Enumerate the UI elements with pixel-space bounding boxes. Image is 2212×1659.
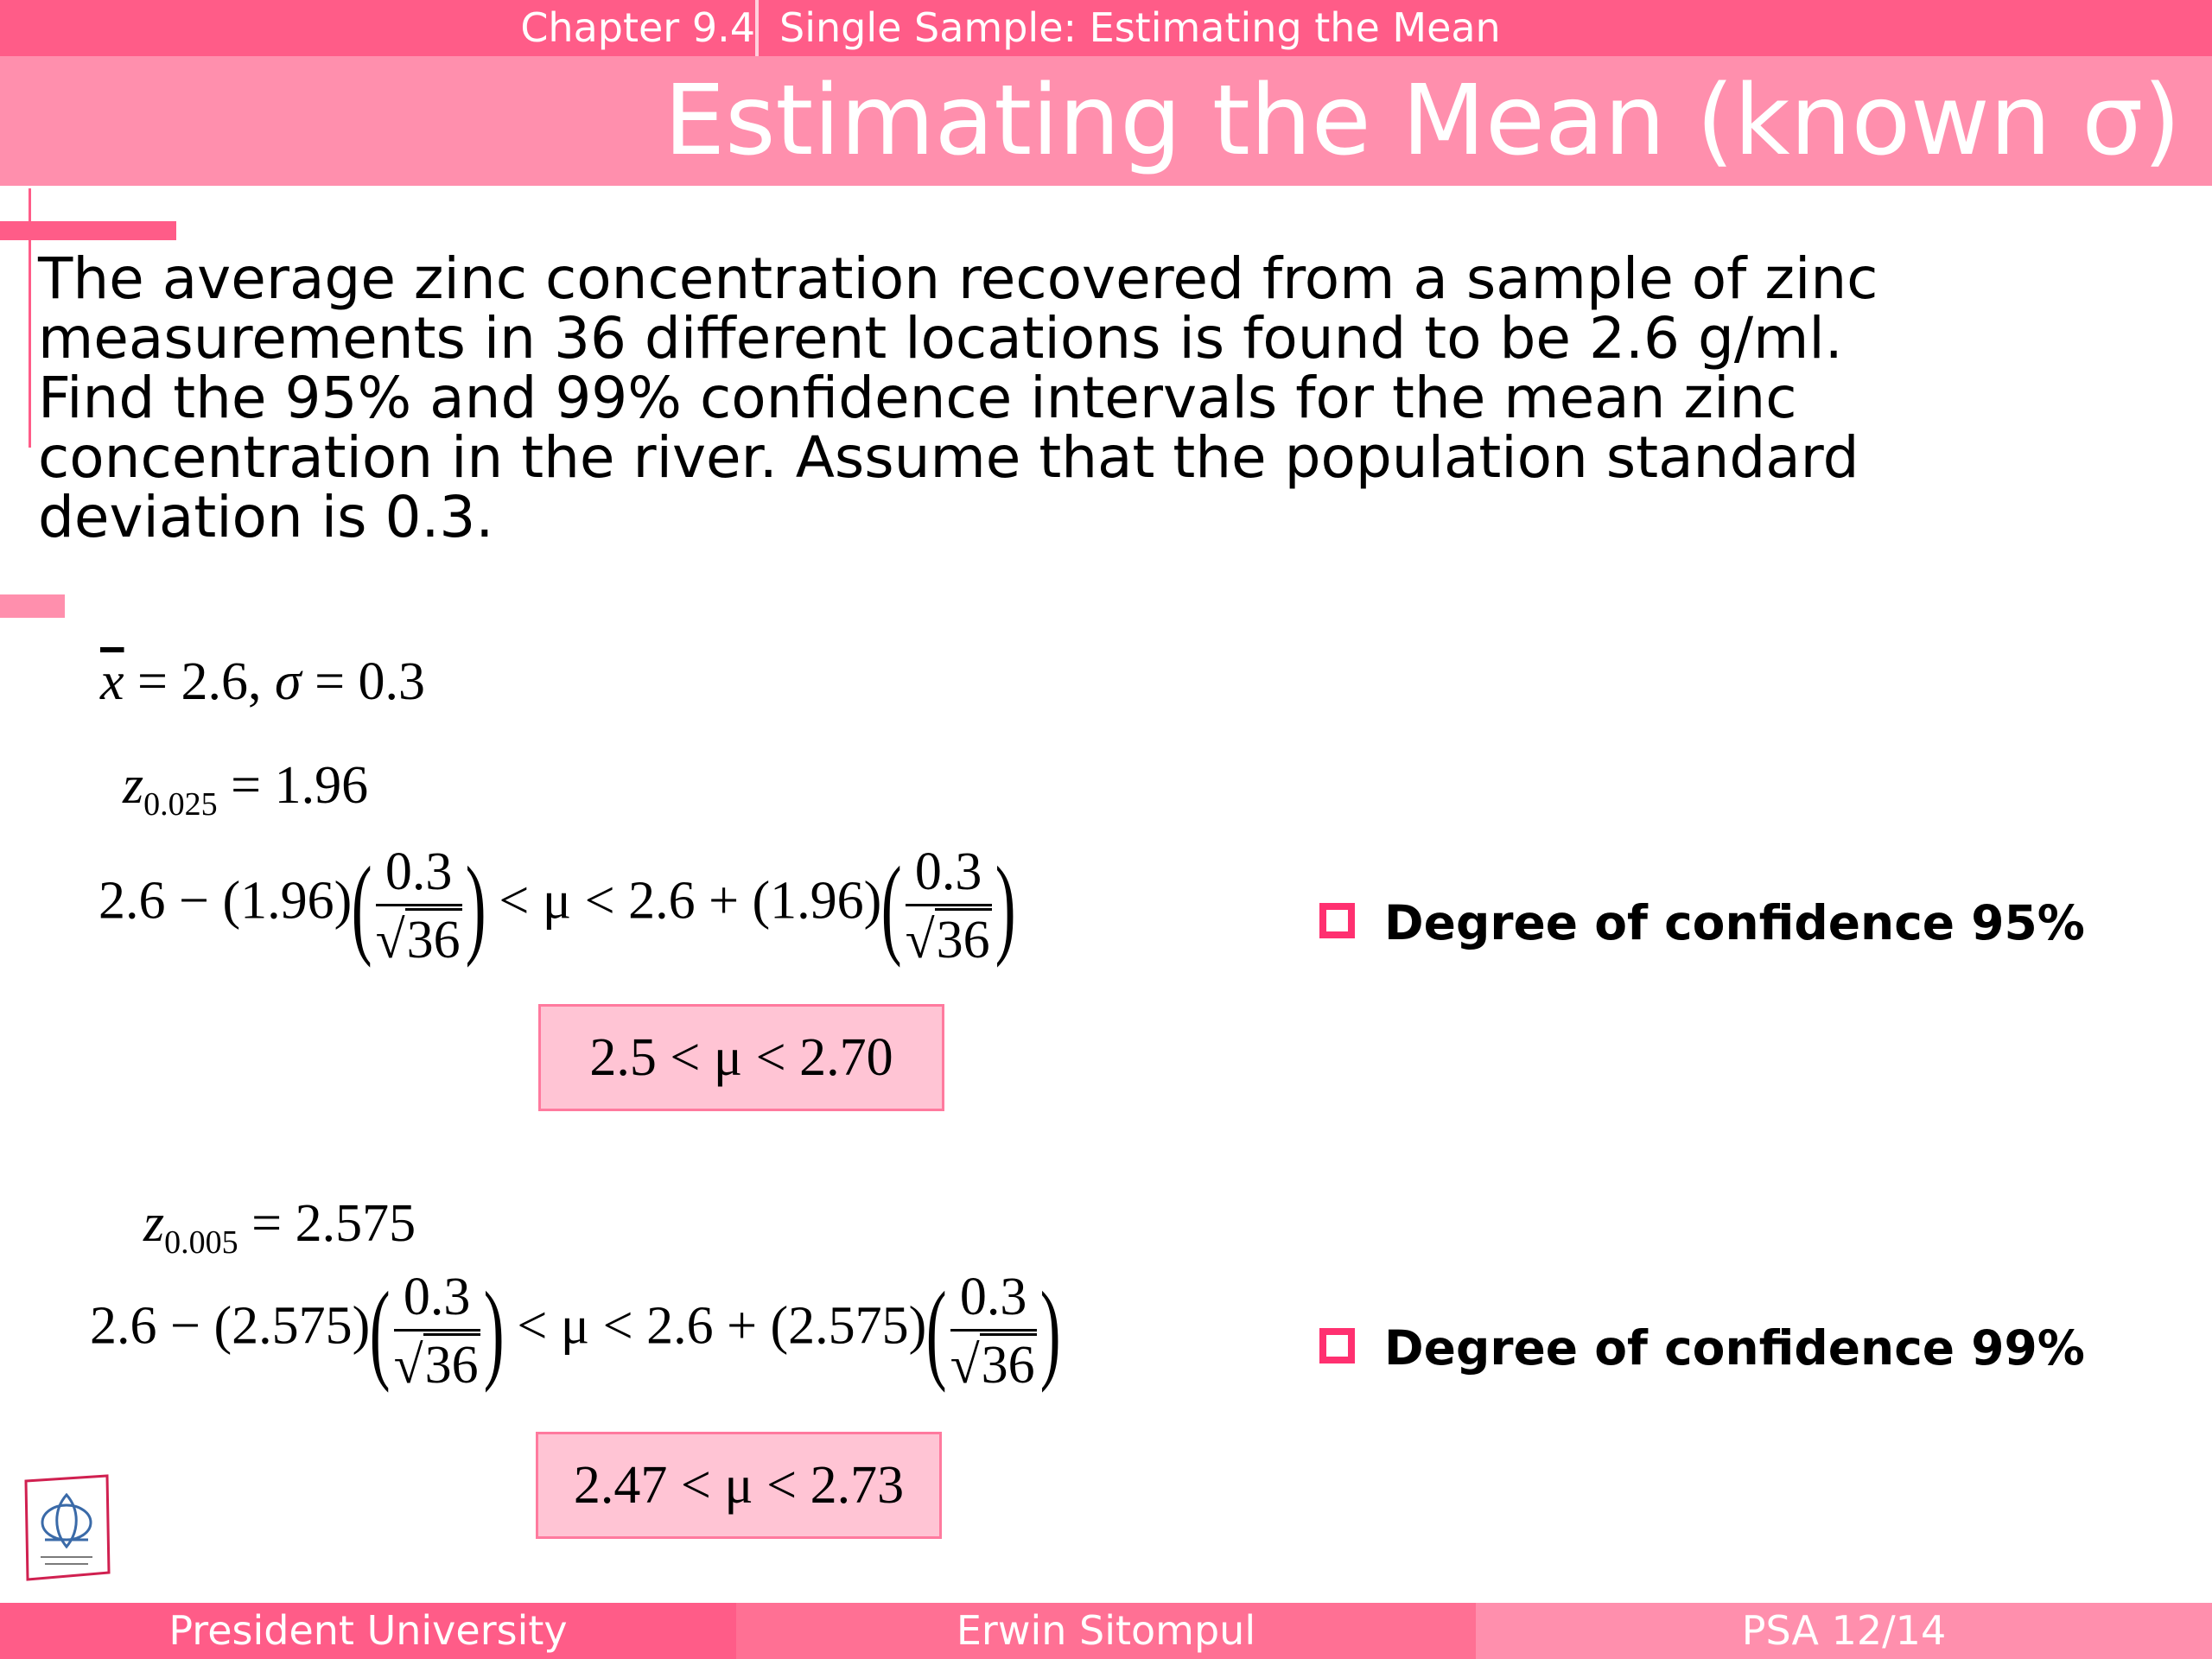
ci-formula-95: 2.6 − (1.96)( $\frac{0.3}{√36}$ ) < μ < 2.6 + (1.96)( $\frac{0.3}{√36}$ )	[99, 842, 1016, 969]
header-bar	[0, 0, 2212, 56]
fraction: $\frac{0.3}{√36}$	[950, 1268, 1035, 1395]
z-symbol: z	[143, 1194, 165, 1253]
z-value-99	[143, 1194, 416, 1261]
z-value: = 1.96	[217, 756, 369, 815]
fraction: $\frac{0.3}{√36}$	[905, 842, 990, 969]
problem-statement: The average zinc concentration recovered from a sample of zinc measurements in 36 different locations is found to be 2.6 g/ml. Find the 95% and 99% confidence intervals for the mean zinc concentration in the river. Assume that the population standard deviation is 0.3.	[38, 245, 1878, 550]
bullet-square-icon	[1319, 1328, 1355, 1363]
z-symbol: z	[123, 756, 144, 815]
result-box-99: 2.47 < μ < 2.73	[536, 1432, 942, 1539]
z-value: = 2.575	[238, 1194, 416, 1253]
section-label: Single Sample: Estimating the Mean	[779, 4, 1501, 51]
z-value-95	[123, 756, 369, 823]
z-subscript: 0.005	[164, 1224, 238, 1261]
footer-author: Erwin Sitompul	[736, 1603, 1476, 1659]
title-bar	[0, 56, 2212, 186]
xbar-symbol: $\overline{x}$	[100, 652, 124, 711]
university-logo-icon	[19, 1471, 114, 1583]
fraction: $\frac{0.3}{√36}$	[393, 1268, 479, 1395]
result-box-95: 2.5 < μ < 2.70	[538, 1004, 944, 1111]
given-eq1: = 2.6,	[124, 652, 275, 711]
bullet-label: Degree of confidence 95%	[1384, 895, 2085, 950]
bullet-label: Degree of confidence 99%	[1384, 1320, 2085, 1376]
given-values	[100, 652, 426, 711]
given-eq2: = 0.3	[301, 652, 426, 711]
bullet-95	[1319, 895, 2085, 950]
ci-formula-99: 2.6 − (2.575)( $\frac{0.3}{√36}$ ) < μ < 2.6 + (2.575)( $\frac{0.3}{√36}$ )	[90, 1268, 1061, 1395]
bullet-99	[1319, 1320, 2085, 1376]
footer-page: PSA 12/14	[1476, 1603, 2212, 1659]
formula-mid: < μ < 2.6 + (1.96)	[485, 871, 882, 931]
header-divider	[755, 0, 759, 56]
slide-title: Estimating the Mean (known σ)	[664, 65, 2181, 177]
bullet-square-icon	[1319, 903, 1355, 938]
sigma-symbol: σ	[275, 652, 302, 711]
z-subscript: 0.025	[143, 786, 218, 823]
footer-university: President University	[0, 1603, 736, 1659]
formula-mid: < μ < 2.6 + (2.575)	[503, 1296, 927, 1356]
decorative-bar	[0, 221, 176, 240]
footer-bar	[0, 1603, 2212, 1659]
formula-left: 2.6 − (1.96)	[99, 871, 353, 931]
chapter-label: Chapter 9.4	[520, 4, 755, 51]
decorative-bar-small	[0, 594, 65, 618]
fraction: $\frac{0.3}{√36}$	[375, 842, 461, 969]
formula-left: 2.6 − (2.575)	[90, 1296, 371, 1356]
